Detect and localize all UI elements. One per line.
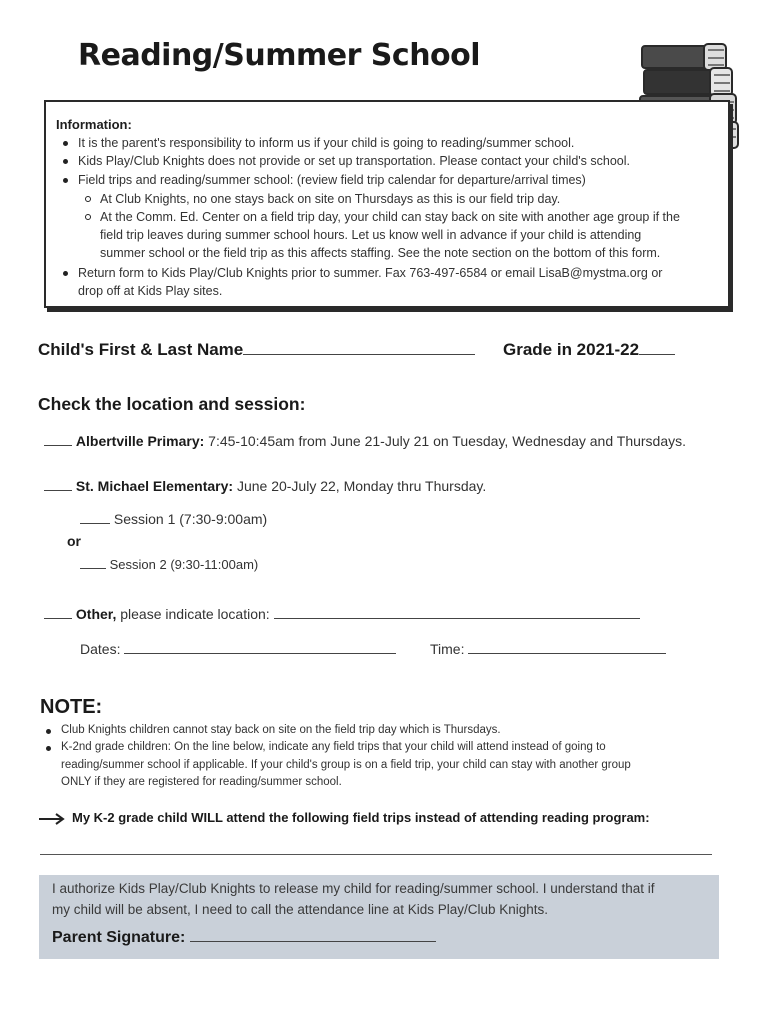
note-bullet-k2-line3: ONLY if they are registered for reading/summer school.: [61, 776, 342, 788]
st-michael-detail: June 20-July 22, Monday thru Thursday.: [236, 478, 487, 494]
albertville-name: Albertville Primary:: [75, 433, 205, 449]
note-title: NOTE:: [40, 696, 103, 718]
info-bullet-return-form-line1: Return form to Kids Play/Club Knights prior to summer. Fax 763-497-6584 or email LisaB@mystma.org or: [78, 266, 663, 280]
time-label: Time:: [430, 641, 465, 657]
info-sub-comm-ed-line3: summer school or the field trip as this affects staffing. See the note section on the bottom of this form.: [100, 246, 661, 260]
other-detail: please indicate location:: [120, 606, 270, 622]
st-michael-row: [44, 476, 486, 494]
grade-field[interactable]: [639, 340, 675, 355]
other-location-field[interactable]: [274, 604, 640, 619]
or-label: or: [67, 533, 81, 549]
info-bullet-transportation: Kids Play/Club Knights does not provide or set up transportation. Please contact your child's school.: [78, 154, 630, 168]
dates-field[interactable]: [124, 639, 396, 654]
authorization-text-line2: my child will be absent, I need to call the attendance line at Kids Play/Club Knights.: [52, 902, 549, 917]
parent-signature-label: Parent Signature:: [52, 929, 186, 946]
information-label: Information:: [56, 117, 132, 132]
note-bullet-thursdays: Club Knights children cannot stay back on site on the field trip day which is Thursdays.: [61, 722, 501, 739]
st-michael-name: St. Michael Elementary:: [75, 478, 234, 494]
child-name-field[interactable]: [243, 340, 475, 355]
info-sub-comm-ed-line2: field trip leaves during summer school hours. Let us know well in advance if your child is attending: [100, 228, 642, 242]
arrow-right-icon: [38, 813, 66, 825]
albertville-row: [44, 431, 686, 449]
dates-label: Dates:: [80, 641, 121, 657]
st-michael-checkbox[interactable]: [44, 476, 72, 491]
session-1-label: Session 1 (7:30-9:00am): [113, 511, 268, 527]
session-1-checkbox[interactable]: [80, 509, 110, 524]
k2-statement: My K-2 grade child WILL attend the following field trips instead of attending reading program:: [72, 810, 650, 825]
session-2-row: [80, 554, 258, 572]
session-1-row: [80, 509, 267, 527]
parent-signature-row: [52, 927, 436, 947]
other-checkbox[interactable]: [44, 604, 72, 619]
parent-signature-field[interactable]: [190, 927, 436, 942]
note-bullet-k2-line1: K-2nd grade children: On the line below, indicate any field trips that your child will attend instead of going to: [61, 739, 606, 756]
authorization-text-line1: I authorize Kids Play/Club Knights to release my child for reading/summer school. I understand that if: [52, 881, 655, 896]
k2-statement-row: [38, 810, 650, 825]
field-trips-write-line[interactable]: [40, 854, 712, 855]
info-sub-comm-ed-line1: At the Comm. Ed. Center on a field trip day, your child can stay back on site with another age group if the: [100, 210, 680, 224]
dates-row: [80, 639, 396, 657]
session-2-checkbox[interactable]: [80, 554, 106, 569]
child-name-label: Child's First & Last Name: [38, 340, 475, 360]
info-bullet-responsibility: It is the parent's responsibility to inform us if your child is going to reading/summer school.: [78, 136, 575, 150]
albertville-checkbox[interactable]: [44, 431, 72, 446]
grade-label: Grade in 2021-22: [503, 340, 675, 360]
info-sub-club-knights: At Club Knights, no one stays back on site on Thursdays as this is our field trip day.: [100, 192, 561, 206]
other-name: Other,: [75, 606, 117, 622]
albertville-detail: 7:45-10:45am from June 21-July 21 on Tuesday, Wednesday and Thursdays.: [208, 433, 687, 449]
info-bullet-field-trips: Field trips and reading/summer school: (review field trip calendar for departure/arrival times): [78, 173, 586, 187]
time-field[interactable]: [468, 639, 666, 654]
info-bullet-return-form-line2: drop off at Kids Play sites.: [78, 284, 223, 298]
check-location-heading: Check the location and session:: [38, 394, 306, 414]
time-row: [430, 639, 666, 657]
page-title: Reading/Summer School: [78, 38, 481, 73]
note-bullet-k2-line2: reading/summer school if applicable. If your child's group is on a field trip, your child can stay with another group: [61, 759, 631, 771]
session-2-label: Session 2 (9:30-11:00am): [109, 557, 259, 572]
other-row: [44, 604, 640, 622]
